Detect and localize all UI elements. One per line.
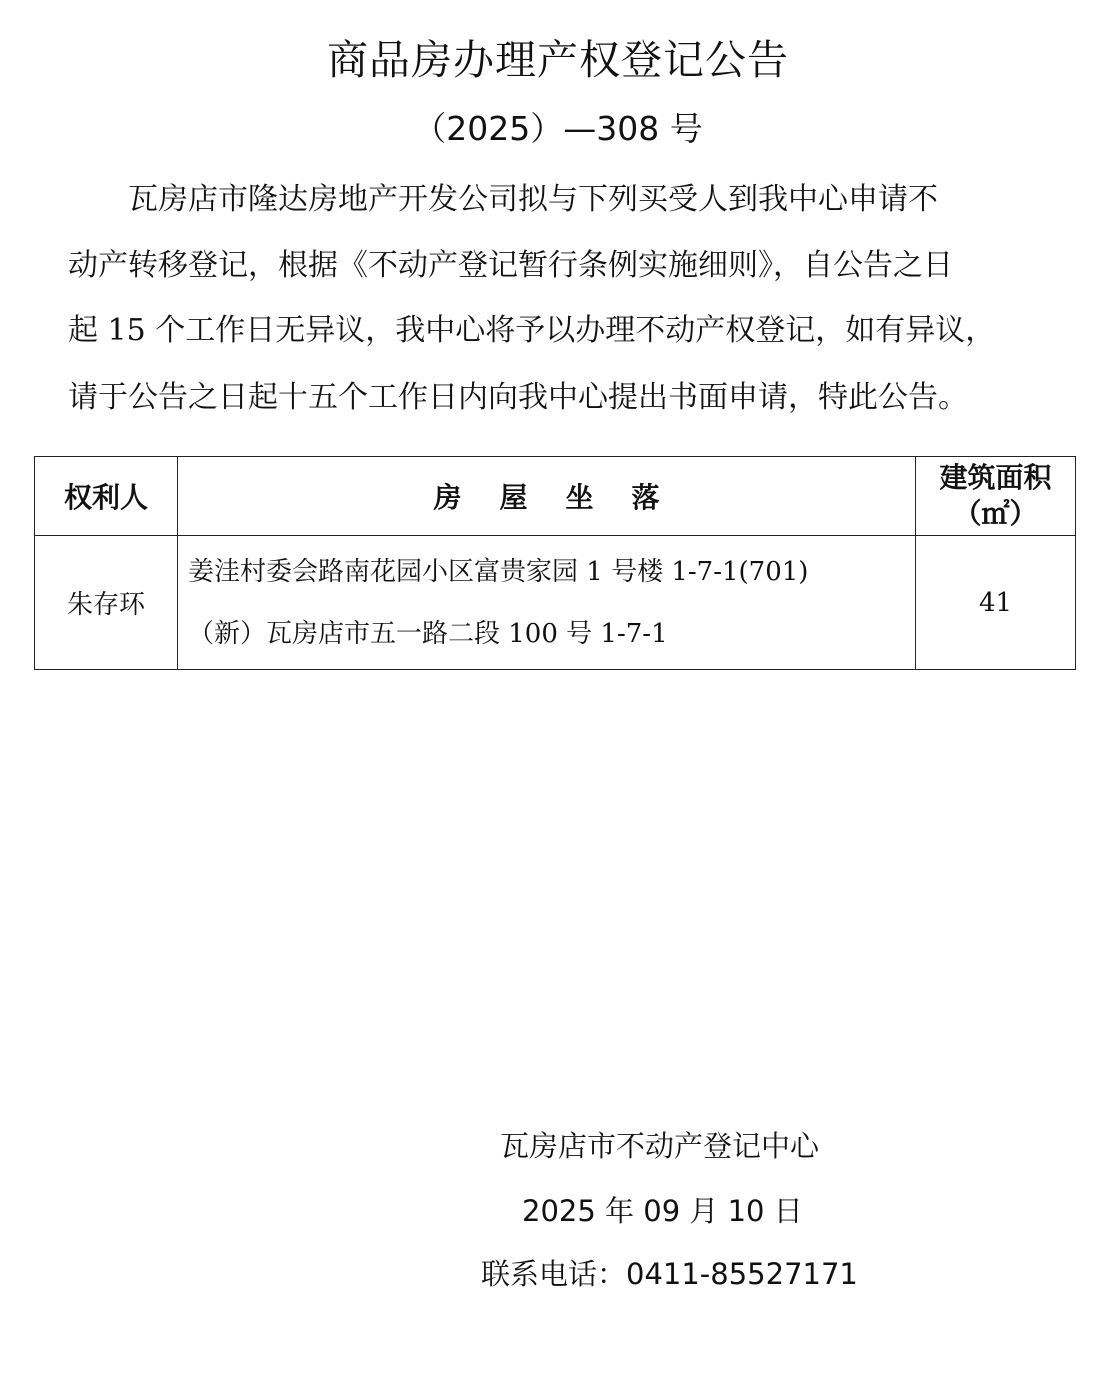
location-cell (178, 536, 916, 670)
location-header (178, 457, 916, 536)
location-line-2: （新）瓦房店市五一路二段 100 号 1-7-1 (188, 618, 668, 649)
area-cell: 41 (916, 536, 1076, 670)
registration-table (34, 456, 1076, 670)
owner-cell: 朱存环 (35, 536, 178, 670)
paragraph-line-4: 请于公告之日起十五个工作日内向我中心提出书面申请，特此公告。 (68, 380, 968, 415)
location-line-1: 姜洼村委会路南花园小区富贵家园 1 号楼 1-7-1(701) (188, 556, 809, 587)
paragraph-line-3: 起 15 个工作日无异议，我中心将予以办理不动产权登记，如有异议， (68, 313, 996, 348)
notice-title: 商品房办理产权登记公告 (327, 36, 789, 84)
paragraph-line-2: 动产转移登记，根据《不动产登记暂行条例实施细则》，自公告之日 (68, 248, 953, 283)
notice-number: （2025）—308 号 (413, 109, 703, 148)
area-header-label: 建筑面积 (939, 461, 1052, 494)
area-header (916, 457, 1076, 536)
location-header-label: 房屋坐落 (433, 481, 698, 514)
owner-header: 权利人 (35, 457, 178, 536)
area-unit-label: （㎡） (953, 497, 1038, 530)
issuer-name: 瓦房店市不动产登记中心 (500, 1129, 820, 1163)
table-row (35, 536, 1076, 670)
issue-date: 2025 年 09 月 10 日 (522, 1194, 803, 1228)
table-header-row (35, 457, 1076, 536)
paragraph-line-1: 瓦房店市隆达房地产开发公司拟与下列买受人到我中心申请不 (68, 182, 938, 217)
contact-phone: 联系电话：0411-85527171 (481, 1257, 858, 1291)
